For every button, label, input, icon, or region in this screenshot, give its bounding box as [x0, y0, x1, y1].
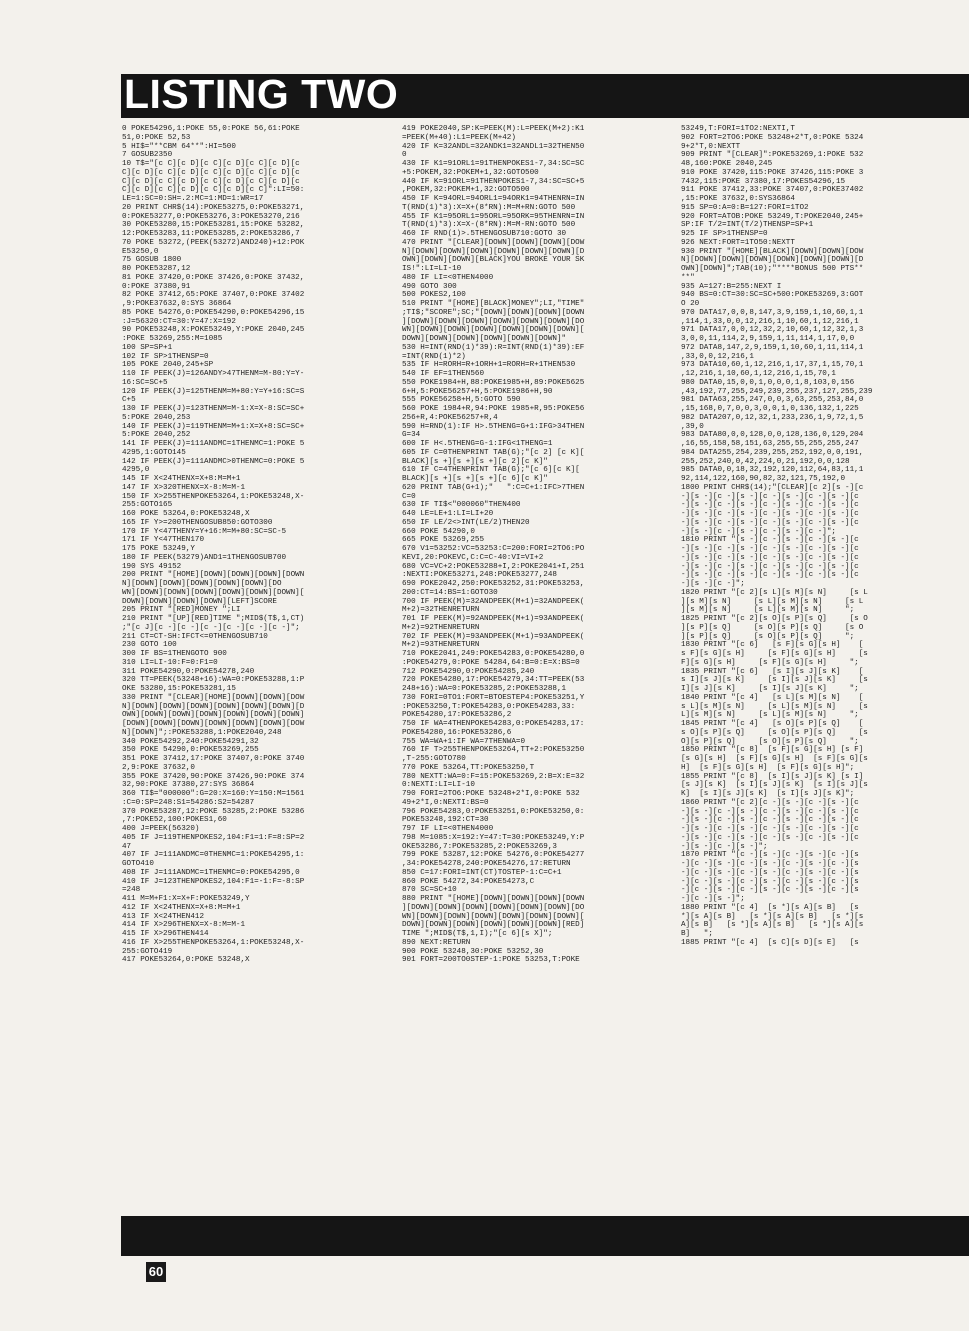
code-column-1: 0 POKE54296,1:POKE 55,0:POKE 56,61:POKE 51,0:POKE 52,53 5 HI$="**CBM 64**":HI=500 7 GOSUB2350 10 T$="[c C][c D][c C][c D][c C][c D][c C][c D][c C][c D][c C][c D][c C][c D][c C][c D][c C][c D][c C][c D][c C][c D][c C][c D][c C][c D][c C][c D][c C]":LI=50: LE=1:SC=0:SH=.2:MC=1:MD=1:WR=17 20 PRINT CHR$(14):POKE53275,0:POKE53271, 0:POKE53277,0:POKE53276,3:POKE53270,216 30 POKE53280,15:POKE53281,15:POKE 53282, 12:POKE53283,11:POKE53285,2:POKE53286,7 70 POKE 53272,(PEEK(53272)AND240)+12:POK E53250,0 75 GOSUB 1800 80 POKE53287,12 81 POKE 37420,0:POKE 37426,0:POKE 37432, 0:POKE 37380,91 82 POKE 37412,65:POKE 37407,0:POKE 37402 ,9:POKE37632,0:SYS 36864 85 POKE 54276,0:POKE54290,0:POKE54296,15 :J=56320:CT=30:Y=47:X=192 90 POKE53248,X:POKE53249,Y:POKE 2040,245 :POKE 53269,255:M=1085 100 SP=SP+1 102 IF SP>1THENSP=0 105 POKE 2040,245+SP 110 IF PEEK(J)=126ANDY>47THENM=M-80:Y=Y- 16:SC=SC+5 120 IF PEEK(J)=125THENM=M+80:Y=Y+16:SC=S C+5 130 IF PEEK(J)=123THENM=M-1:X=X-8:SC=SC+ 5:POKE 2040,253 140 IF PEEK(J)=119THENM=M+1:X=X+8:SC=SC+ 5:POKE 2040,252 141 IF PEEK(J)=111ANDMC=1THENMC=1:POKE 5 4295,1:GOTO145 142 IF PEEK(J)=111ANDMC>0THENMC=0:POKE 5 4295,0 145 IF X<24THENX=X+8:M=M+1 147 IF X>320THENX=X-8:M=M-1 150 IF X>255THENPOKE53264,1:POKE53248,X- 255:GOTO165 160 POKE 53264,0:POKE53248,X 165 IF Y>=200THENGOSUB850:GOTO300 170 IF Y<47THENY=Y+16:M=M+80:SC=SC-5 171 IF Y<47THEN170 175 POKE 53249,Y 180 IF PEEK(53279)AND1=1THENGOSUB700 190 SYS 49152 200 PRINT "[HOME][DOWN][DOWN][DOWN][DOWN N][DOWN][DOWN][DOWN][DOWN][DOWN][DO WN][DOWN][DOWN][DOWN][DOWN][DOWN][DOWN][ DOWN][DOWN][DOWN][DOWN][LEFT]SCORE 205 PRINT "[RED]MONEY ";LI 210 PRINT "[UP][RED]TIME ";MID$(T$,1,CT) ;"[c J][c -][c -][c -][c -][c -][c -]"; 211 CT=CT-SH:IFCT<=0THENGOSUB710 230 GOTO 100 300 IF BS=1THENGOTO 900 310 LI=LI-10:F=0:F1=0 311 POKE54290,0:POKE54278,240 320 TT=PEEK(53248+16):WA=0:POKE53288,1:P OKE 53280,15:POKE53281,15 330 PRINT "[CLEAR][HOME][DOWN][DOWN][DOW N][DOWN][DOWN][DOWN][DOWN][DOWN][DOWN][D OWN][DOWN][DOWN][DOWN][DOWN][DOWN][DOWN] [DOWN][DOWN][DOWN][DOWN][DOWN][DOWN][DOW N][DOWN]";:POKE53288,1:POKE2040,248 340 POKE54292,240:POKE54291,32 350 POKE 54290,0:POKE53269,255 351 POKE 37412,17:POKE 37407,0:POKE 3740 2,9:POKE 37632,0 355 POKE 37420,90:POKE 37426,90:POKE 374 32,90:POKE 37380,27:SYS 36864 360 TI$="000000":G=20:X=160:Y=150:M=1561 :C=0:SP=248:S1=54286:S2=54287 370 POKE53287,12:POKE 53285,2:POKE 53286 ,7:POKE52,100:POKES1,60 400 J=PEEK(56320) 405 IF J=119THENPOKES2,104:F1=1:F=8:SP=2 47 407 IF J=111ANDMC=0THENMC=1:POKE54295,1: GOTO410 408 IF J=111ANDMC=1THENMC=0:POKE54295,0 410 IF J=123THENPOKES2,104:F1=-1:F=-8:SP =248 411 M=M+F1:X=X+F:POKE53249,Y 412 IF X<24THENX=X+8:M=M+1 413 IF X<24THEN412 414 IF X>296THENX=X-8:M=M-1 415 IF X>296THEN414 416 IF X>255THENPOKE53264,1:POKE53248,X- 255:GOTO419 417 POKE53264,0:POKE 53248,X — [122, 125, 305, 965]
listing-title: LISTING TWO — [124, 71, 399, 117]
code-column-3: 53249,T:FORI=1TO2:NEXTI,T 902 FORT=2TO6:POKE 53248+2*T,0:POKE 5324 9+2*T,0:NEXTT 909 PRINT "[CLEAR]":POKE53269,1:POKE 532 48,160:POKE 2040,245 910 POKE 37420,115:POKE 37426,115:POKE 3 7432,115:POKE 37380,17:POKES54296,15 911 POKE 37412,33:POKE 37407,0:POKE37402 ,15:POKE 37632,0:SYS36864 915 SP=0:A=0:B=127:FORI=1TO2 920 FORT=ATOB:POKE 53249,T:POKE2040,245+ SP:IF T/2=INT(T/2)THENSP=SP+1 925 IF SP>1THENSP=0 926 NEXT:FORT=1TO50:NEXTT 930 PRINT "[HOME][BLACK][DOWN][DOWN][DOW N][DOWN][DOWN][DOWN][DOWN][DOWN][DOWN][D OWN][DOWN]";TAB(10);"****BONUS 500 PTS** **" 935 A=127:B=255:NEXT I 940 BS=0:CT=30:SC=SC+500:POKE53269,3:GOT O 20 970 DATA17,0,0,8,147,3,9,159,1,10,60,1,1 ,114,1,33,0,0,12,216,1,10,60,1,12,216,1 971 DATA17,0,0,12,32,2,10,60,1,12,32,1,3 3,0,0,11,114,2,9,159,1,11,114,1,17,0,0 972 DATA8,147,2,9,159,1,10,60,1,11,114,1 ,33,0,0,12,216,1 973 DATA10,60,1,12,216,1,17,37,1,15,70,1 ,12,216,1,10,60,1,12,216,1,15,70,1 980 DATA0,15,0,0,1,0,0,0,1,8,103,0,156 ,43,192,77,255,249,239,255,237,127,255,239 981 DATA63,255,247,0,0,3,63,255,253,84,0 ,15,168,0,7,0,0,3,0,0,1,0,136,132,1,225 982 DATA207,0,12,32,1,233,236,1,9,72,1,5 ,39,0 983 DATA80,0,0,128,0,0,128,136,0,129,204 ,16,55,158,58,151,63,255,55,255,255,247 984 DATA255,254,239,255,252,192,0,0,191, 255,252,240,0,42,224,0,21,192,0,0,128 985 DATA0,0,18,32,192,120,112,64,83,11,1 92,114,122,160,90,82,32,121,75,192,0 1800 PRINT CHR$(14);"[CLEAR][c 2][s -][c -][s -][c -][s -][c -][s -][c -][s -][c -][s -][c -][s -][c -][s -][c -][s -][c -][s -][c -][s -][c -][s -][c -][s -][c -][s -][c -][s -][c -][s -][c -][s -][c -][s -][c -][s -][c -][s -][c -]"; 1810 PRINT "[s -][c -][s -][c -][s -][c -][s -][c -][s -][c -][s -][c -][s -][c -][s -][c -][s -][c -][s -][c -][s -][c -][s -][c -][s -][c -][s -][c -][s -][c -][s -][c -][s -][c -][s -][c -][s -][c -][s -][c -]"; 1820 PRINT "[c 2][s L][s M][s N] [s L ][s M][s N] [s L][s M][s N] [s L ][s M][s N] [s L][s M][s N] "; 1825 PRINT "[c 2][s O][s P][s Q] [s O ][s P][s Q] [s O][s P][s Q] [s O ][s P][s Q] [s O][s P][s Q] "; 1830 PRINT "[c 6] [s F][s G][s H] [ s F][s G][s H] [s F][s G][s H] [s F][s G][s H] [s F][s G][s H] "; 1835 PRINT "[c 6] [s I][s J][s K] [ s I][s J][s K] [s I][s J][s K] [s I][s J][s K] [s I][s J][s K] "; 1840 PRINT "[c 4] [s L][s M][s N] [ s L][s M][s N] [s L][s M][s N] [s L][s M][s N] [s L][s M][s N] "; 1845 PRINT "[c 4] [s O][s P][s Q] [ s O][s P][s Q] [s O][s P][s Q] [s O][s P][s Q] [s O][s P][s Q] "; 1850 PRINT "[c 8] [s F][s G][s H] [s F] [s G][s H] [s F][s G][s H] [s F][s G][s H] [s F][s G][s H] [s F][s G][s H]"; 1855 PRINT "[c 8] [s I][s J][s K] [s I] [s J][s K] [s I][s J][s K] [s I][s J][s K] [s I][s J][s K] [s I][s J][s K]"; 1860 PRINT "[c 2][c -][s -][c -][s -][c -][s -][c -][s -][c -][s -][c -][s -][c -][s -][c -][s -][c -][s -][c -][s -][c -][s -][c -][s -][c -][s -][c -][s -][c -][s -][c -][s -][c -][s -][c -][s -][c -][s -][c -][s -]"; 1870 PRINT "[c -][s -][c -][s -][c -][s -][c -][s -][c -][s -][c -][s -][c -][s -][c -][s -][c -][s -][c -][s -][c -][s -][c -][s -][c -][s -][c -][s -][c -][s -][c -][s -][c -][s -][c -][s -][c -][s -][c -][s -]"; 1880 PRINT "[c 4] [s *][s A][s B] [s *][s A][s B] [s *][s A][s B] [s *][s A][s B] [s *][s A][s B] [s *][s A][s B] "; 1885 PRINT "[c 4] [s C][s D][s E] [s — [681, 125, 873, 947]
code-column-2: 419 POKE2040,SP:K=PEEK(M):L=PEEK(M+2):K1 =PEEK(M+40):L1=PEEK(M+42) 420 IF K=32ANDL=32ANDK1=32ANDL1=32THEN50 0 430 IF K1=91ORL1=91THENPOKES1-7,34:SC=SC +5:POKEM,32:POKEM+1,32:GOTO500 440 IF K=91ORL=91THENPOKES1-7,34:SC=SC+5 ,POKEM,32:POKEM+1,32:GOTO500 450 IF K=94ORL=94ORL1=94ORK1=94THENRN=IN T(RND(1)*3):X=X+(8*RN):M=M+RN:GOTO 500 455 IF K1=95ORL1=95ORL=95ORK=95THENRN=IN T(RND(1)*3):X=X-(8*RN):M=M-RN:GOTO 500 460 IF RND(1)>.5THENGOSUB710:GOTO 30 470 PRINT "[CLEAR][DOWN][DOWN][DOWN][DOW N][DOWN][DOWN][DOWN][DOWN][DOWN][DOWN][D OWN][DOWN][DOWN][BLACK]YOU BROKE YOUR SK IS!":LI=LI-10 480 IF LI=<0THEN4000 490 GOTO 300 500 POKES2,100 510 PRINT "[HOME][BLACK]MONEY";LI,"TIME" ;TI$;"SCORE";SC;"[DOWN][DOWN][DOWN][DOWN ][DOWN][DOWN][DOWN][DOWN][DOWN][DOWN][DO WN][DOWN][DOWN][DOWN][DOWN][DOWN][DOWN][ DOWN][DOWN][DOWN][DOWN][DOWN][DOWN]" 530 H=INT(RND(1)*39):R=INT(RND(1)*39):EF =INT(RND(1)*2) 535 IF H=RORH=R+1ORH+1=RORH=R+1THEN530 540 IF EF=1THEN560 550 POKE1984+H,88:POKE1985+H,89:POKE5625 6+H,5:POKE56257+H,5:POKE1986+H,90 555 POKE56258+H,5:GOTO 590 560 POKE 1984+R,94:POKE 1985+R,95:POKE56 256+R,4:POKE56257+R,4 590 H=RND(1):IF H>.5THENG=G+1:IFG>34THEN G=34 600 IF H<.5THENG=G-1:IFG<1THENG=1 605 IF C=0THENPRINT TAB(G);"[c 2] [c K][ BLACK][s +][s +][s +][c 2][c K]" 610 IF C=4THENPRINT TAB(G);"[c 6][c K][ BLACK][s +][s +][s +][c 6][c K]" 620 PRINT TAB(G+1);" ":C=C+1:IFC>7THEN C=0 630 IF TI$<"000060"THEN400 640 LE=LE+1:LI=LI+20 650 IF LE/2<>INT(LE/2)THEN20 660 POKE 54290,0 665 POKE 53269,255 670 V1=53252:VC=53253:C=200:FORI=2TO6:PO KEVI,20:POKEVC,C:C=C-40:VI=VI+2 680 VC=VC+2:POKE53288+I,2:POKE2041+I,251 :NEXTI:POKE53271,248:POKE53277,248 690 POKE2042,250:POKE53252,31:POKE53253, 200:CT=14:BS=1:GOTO30 700 IF PEEK(M)=32ANDPEEK(M+1)=32ANDPEEK( M+2)=32THENRETURN 701 IF PEEK(M)=92ANDPEEK(M+1)=93ANDPEEK( M+2)=92THENRETURN 702 IF PEEK(M)=93ANDPEEK(M+1)=93ANDPEEK( M+2)=93THENRETURN 710 POKE2041,249:POKE54283,0:POKE54280,0 :POKE54279,0:POKE 54284,64:B=0:E=X:BS=0 712 POKE54290,0:POKE54285,240 720 POKE54280,17:POKE54279,34:TT=PEEK(53 248+16):WA=0:POKE53285,2:POKE53288,1 730 FORI=0TO1:FORT=BTOESTEP4:POKE53251,Y :POKE53250,T:POKE54283,0:POKE54283,33: POKE54280,17:POKE53286,2 750 IF WA=4THENPOKE54283,0:POKE54283,17: POKE54280,16:POKE53286,6 755 WA=WA+1:IF WA=7THENWA=0 760 IF T>255THENPOKE53264,TT+2:POKE53250 ,T-255:GOTO780 770 POKE 53264,TT:POKE53250,T 780 NEXTT:WA=0:F=15:POKE53269,2:B=X:E=32 0:NEXTI:LI=LI-10 790 FORI=2TO6:POKE 53248+2*I,0:POKE 532 49+2*I,0:NEXTI:BS=0 796 POKE54283,0:POKE53251,0:POKE53250,0: POKE53248,192:CT=30 797 IF LI=<0THEN4000 798 M=1085:X=192:Y=47:T=30:POKE53249,Y:P OKE53286,7:POKE53285,2:POKE53269,3 799 POKE 53287,12:POKE 54276,0:POKE54277 ,34:POKE54278,240:POKE54276,17:RETURN 850 C=17:FORI=INT(CT)TOSTEP-1:C=C+1 860 POKE 54272,34:POKE54273,C 870 SC=SC+10 880 PRINT "[HOME][DOWN][DOWN][DOWN][DOWN ][DOWN][DOWN][DOWN][DOWN][DOWN][DOWN][DO WN][DOWN][DOWN][DOWN][DOWN][DOWN][DOWN][ DOWN][DOWN][DOWN][DOWN][DOWN][DOWN][RED] TIME ";MID$(T$,1,I);"[c 6][s X]"; 890 NEXT:RETURN 900 POKE 53248,30:POKE 53252,30 901 FORT=200TO0STEP-1:POKE 53253,T:POKE — [402, 125, 585, 965]
footer-banner — [121, 1216, 969, 1256]
page-number: 60 — [146, 1262, 166, 1282]
